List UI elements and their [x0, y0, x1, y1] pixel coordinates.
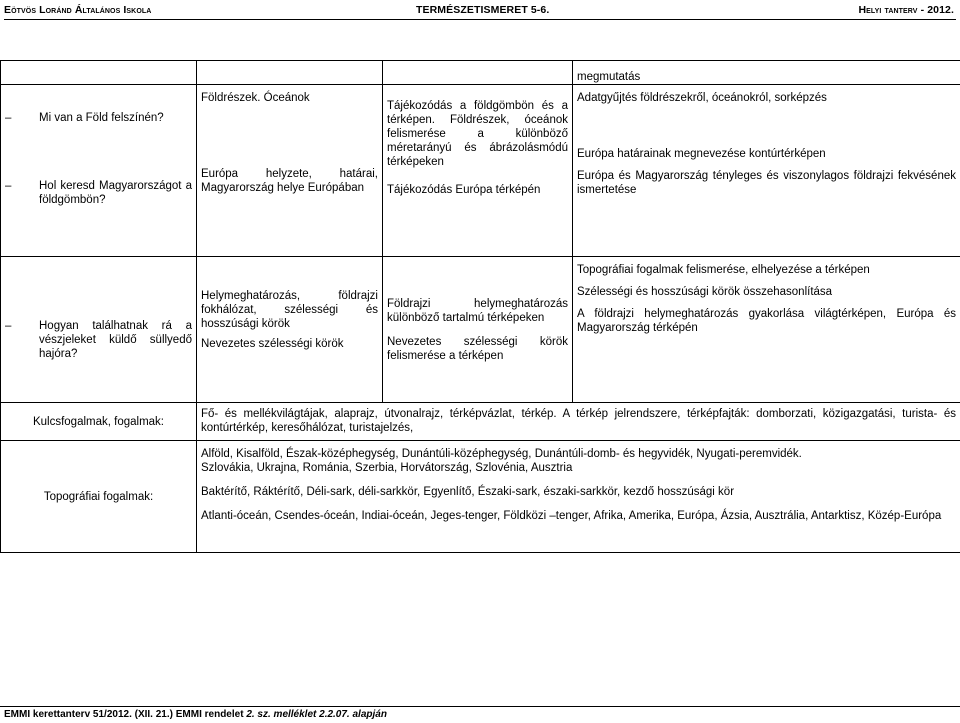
cell-development-cont — [573, 61, 960, 85]
topographic-label: Topográfiai fogalmak: — [1, 441, 197, 553]
topographic-line: Alföld, Kisalföld, Észak-középhegység, Dunántúli-középhegység, Dunántúli-domb- és hegyvidék, Nyugati-peremvidék. — [201, 447, 956, 461]
content-text: Helymeghatározás, földrajzi fokhálózat, szélességi és hosszúsági körök — [201, 289, 378, 331]
cell-activities — [383, 257, 573, 403]
spacer — [5, 125, 192, 179]
page-header — [0, 0, 960, 24]
table-row-topographic-concepts — [1, 441, 960, 553]
cell-development — [573, 257, 960, 403]
development-text: Szélességi és hosszúsági körök összehasonlítása — [577, 285, 956, 299]
header-subject: TERMÉSZETISMERET 5-6. — [416, 4, 549, 16]
cell-content — [197, 85, 383, 257]
question-item — [5, 111, 192, 125]
question-text: Hol keresd Magyarországot a földgömbön? — [39, 180, 192, 206]
development-text: Topográfiai fogalmak felismerése, elhelyezése a térképen — [577, 263, 956, 277]
footer-reference: EMMI kerettanterv 51/2012. (XII. 21.) EMMI rendelet — [4, 709, 246, 720]
page-footer — [0, 706, 960, 723]
header-school-name: Eötvös Loránd Általános Iskola — [4, 4, 151, 16]
table-row — [1, 85, 960, 257]
cell-questions — [1, 85, 197, 257]
table-row — [1, 257, 960, 403]
development-text: megmutatás — [577, 70, 956, 84]
content-text: Nevezetes szélességi körök — [201, 337, 378, 351]
cell-activities — [383, 85, 573, 257]
cell-content-cont — [197, 61, 383, 85]
activity-text: Tájékozódás a földgömbön és a térképen. Földrészek, óceánok felismerése a különböző méretarányú és ábrázolásmódú térképeken — [387, 99, 568, 169]
dash-bullet-icon: – — [5, 179, 11, 193]
activity-text: Földrajzi helymeghatározás különböző tartalmú térképeken — [387, 297, 568, 325]
question-text: Mi van a Föld felszínén? — [39, 112, 164, 124]
development-text: Európa határainak megnevezése kontúrtérképen — [577, 147, 956, 161]
question-item — [5, 319, 192, 361]
header-divider — [4, 19, 956, 20]
dash-bullet-icon: – — [5, 111, 11, 125]
activity-text: Tájékozódás Európa térképén — [387, 183, 568, 197]
cell-activities-cont — [383, 61, 573, 85]
topographic-line: Szlovákia, Ukrajna, Románia, Szerbia, Horvátország, Szlovénia, Ausztria — [201, 461, 956, 475]
development-text: Adatgyűjtés földrészekről, óceánokról, sorképzés — [577, 91, 956, 105]
footer-reference-italic: 2. sz. melléklet 2.2.07. alapján — [246, 709, 387, 720]
content-text: Földrészek. Óceánok — [201, 91, 378, 105]
header-document-title: Helyi tanterv - 2012. — [858, 4, 954, 16]
curriculum-table — [0, 60, 960, 553]
table-row-key-concepts — [1, 403, 960, 441]
activity-text: Nevezetes szélességi körök felismerése a térképen — [387, 335, 568, 363]
development-text: Európa és Magyarország tényleges és viszonylagos földrajzi fekvésének ismertetése — [577, 169, 956, 197]
topographic-line: Atlanti-óceán, Csendes-óceán, Indiai-óceán, Jeges-tenger, Földközi –tenger, Afrika, Amerika, Európa, Ázsia, Ausztrália, Antarktisz, Közép-Európa — [201, 509, 956, 523]
table-row-continuation — [1, 61, 960, 85]
cell-development — [573, 85, 960, 257]
question-item — [5, 179, 192, 207]
content-text: Európa helyzete, határai, Magyarország helye Európában — [201, 167, 378, 195]
dash-bullet-icon: – — [5, 319, 11, 333]
topographic-line: Baktérítő, Ráktérítő, Déli-sark, déli-sarkkör, Egyenlítő, Északi-sark, északi-sarkkör, kezdő hosszúsági kör — [201, 485, 956, 499]
topographic-text — [197, 441, 960, 553]
cell-questions — [1, 257, 197, 403]
question-text: Hogyan találhatnak rá a vészjeleket küldő süllyedő hajóra? — [39, 320, 192, 360]
cell-questions-cont — [1, 61, 197, 85]
development-text: A földrajzi helymeghatározás gyakorlása világtérképen, Európa és Magyarország térképén — [577, 307, 956, 335]
key-concepts-label: Kulcsfogalmak, fogalmak: — [1, 403, 197, 441]
cell-content — [197, 257, 383, 403]
key-concepts-text: Fő- és mellékvilágtájak, alaprajz, útvonalrajz, térképvázlat, térkép. A térkép jelrendszere, térképfajták: domborzati, közigazgatási, turista- és kontúrtérkép, keresőhálózat, turistajelzés, — [197, 403, 960, 441]
